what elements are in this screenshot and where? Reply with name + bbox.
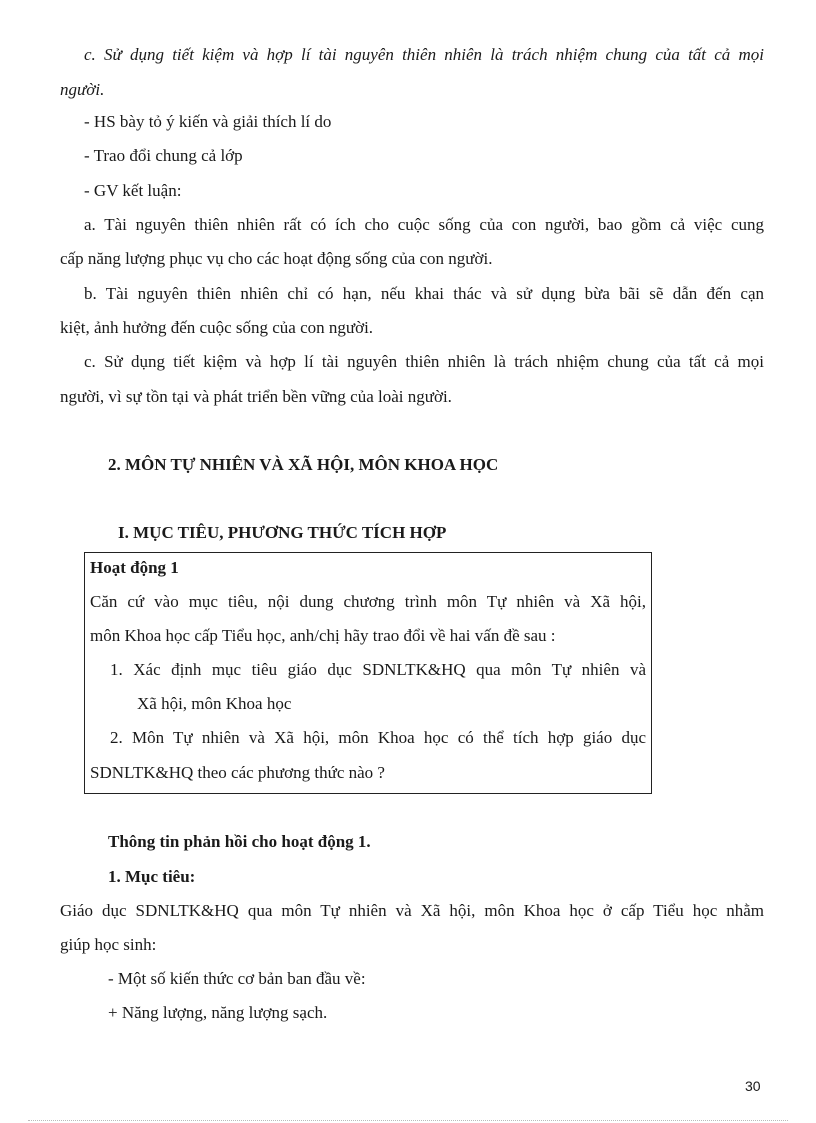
activity-question-2-line-2: SDNLTK&HQ theo các phương thức nào ? (90, 763, 385, 782)
conclusion-c-line-1: c. Sử dụng tiết kiệm và hợp lí tài nguyên thiên nhiên là trách nhiệm chung của tất cả mọi (84, 352, 764, 371)
activity-line-2: môn Khoa học cấp Tiểu học, anh/chị hãy trao đổi về hai vấn đề sau : (90, 626, 556, 645)
conclusion-b-line-1: b. Tài nguyên thiên nhiên chỉ có hạn, nếu khai thác và sử dụng bừa bãi sẽ dẫn đến cạn (84, 284, 764, 303)
conclusion-a-line-2: cấp năng lượng phục vụ cho các hoạt động sống của con người. (60, 249, 493, 268)
activity-question-1-line-1: 1. Xác định mục tiêu giáo dục SDNLTK&HQ qua môn Tự nhiên và (110, 660, 646, 679)
bullet-class-discussion: - Trao đổi chung cả lớp (84, 146, 243, 165)
activity-title: Hoạt động 1 (90, 558, 179, 577)
bullet-hs-opinion: - HS bày tỏ ý kiến và giải thích lí do (84, 112, 332, 131)
page-bottom-divider (28, 1120, 788, 1121)
feedback-item-energy: + Năng lượng, năng lượng sạch. (108, 1003, 328, 1022)
section-I-heading: I. MỤC TIÊU, PHƯƠNG THỨC TÍCH HỢP (118, 523, 447, 542)
activity-question-2-line-1: 2. Môn Tự nhiên và Xã hội, môn Khoa học có thể tích hợp giáo dục (110, 728, 646, 747)
feedback-objectives-heading: 1. Mục tiêu: (108, 867, 196, 886)
feedback-heading: Thông tin phản hồi cho hoạt động 1. (108, 832, 371, 851)
intro-italic-line-1: c. Sử dụng tiết kiệm và hợp lí tài nguyên thiên nhiên là trách nhiệm chung của tất cả mọi (84, 45, 764, 64)
activity-line-1: Căn cứ vào mục tiêu, nội dung chương trình môn Tự nhiên và Xã hội, (90, 592, 646, 611)
conclusion-c-line-2: người, vì sự tồn tại và phát triển bền vững của loài người. (60, 387, 452, 406)
conclusion-b-line-2: kiệt, ảnh hưởng đến cuộc sống của con người. (60, 318, 374, 337)
activity-question-1-line-2: Xã hội, môn Khoa học (137, 694, 292, 713)
feedback-paragraph-line-2: giúp học sinh: (60, 935, 157, 954)
page-number: 30 (745, 1078, 761, 1094)
section-2-heading: 2. MÔN TỰ NHIÊN VÀ XÃ HỘI, MÔN KHOA HỌC (108, 455, 499, 474)
conclusion-a-line-1: a. Tài nguyên thiên nhiên rất có ích cho cuộc sống của con người, bao gồm cả việc cung (84, 215, 764, 234)
feedback-paragraph-line-1: Giáo dục SDNLTK&HQ qua môn Tự nhiên và Xã hội, môn Khoa học ở cấp Tiểu học nhằm (60, 901, 764, 920)
intro-italic-line-2: người. (60, 80, 105, 99)
bullet-teacher-conclusion: - GV kết luận: (84, 181, 182, 200)
feedback-item-knowledge: - Một số kiến thức cơ bản ban đầu về: (108, 969, 366, 988)
